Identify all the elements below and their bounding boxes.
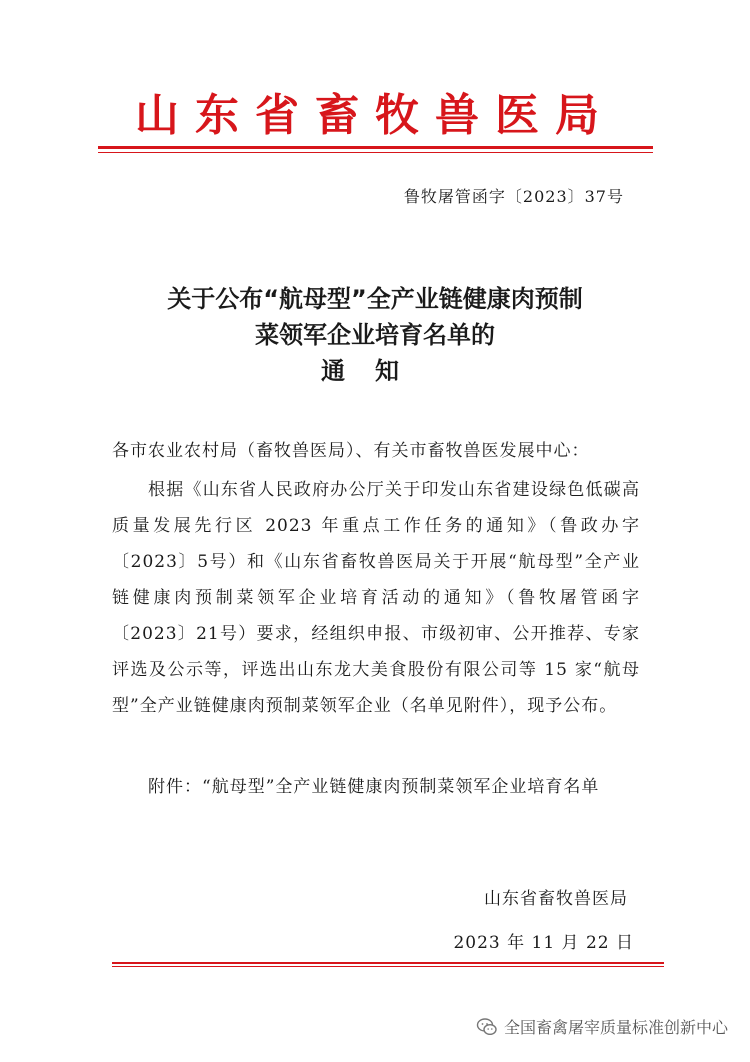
footer-divider — [112, 962, 664, 964]
watermark — [476, 1015, 728, 1038]
document-title-line-1: 关于公布“航母型”全产业链健康肉预制 — [167, 285, 583, 313]
signature-date: 2023 年 11 月 22 日 — [453, 933, 634, 953]
document-title-line-2: 菜领军企业培育名单的 — [255, 321, 495, 349]
masthead-divider-thin — [98, 152, 653, 153]
document-title-line-3: 通知 — [321, 357, 429, 385]
document-number: 鲁牧屠管函字〔2023〕37号 — [403, 187, 624, 206]
masthead-org-name: 山东省畜牧兽医局 — [135, 90, 615, 141]
signature-org: 山东省畜牧兽医局 — [484, 889, 628, 909]
masthead-divider — [98, 146, 653, 149]
main-paragraph: 根据《山东省人民政府办公厅关于印发山东省建设绿色低碳高质量发展先行区 2023 年重点工作任务的通知》（鲁政办字〔2023〕5号）和《山东省畜牧兽医局关于开展“航母型”全产业链健康肉预制菜领军企业培育活动的通知》（鲁牧屠管函字〔2023〕21号）要求，经组织申报、市级初审、公开推荐、专家评选及公示等，评选出山东龙大美食股份有限公司等 15 家“航母型”全产业链健康肉预制菜领军企业（名单见附件），现予公布。 — [112, 480, 640, 716]
salutation: 各市农业农村局（畜牧兽医局）、有关市畜牧兽医发展中心： — [112, 441, 590, 461]
footer-divider-thin — [112, 966, 664, 967]
watermark-text: 全国畜禽屠宰质量标准创新中心 — [503, 1018, 728, 1037]
attachment-note: 附件：“航母型”全产业链健康肉预制菜领军企业培育名单 — [148, 777, 600, 797]
wechat-icon — [476, 1016, 498, 1038]
